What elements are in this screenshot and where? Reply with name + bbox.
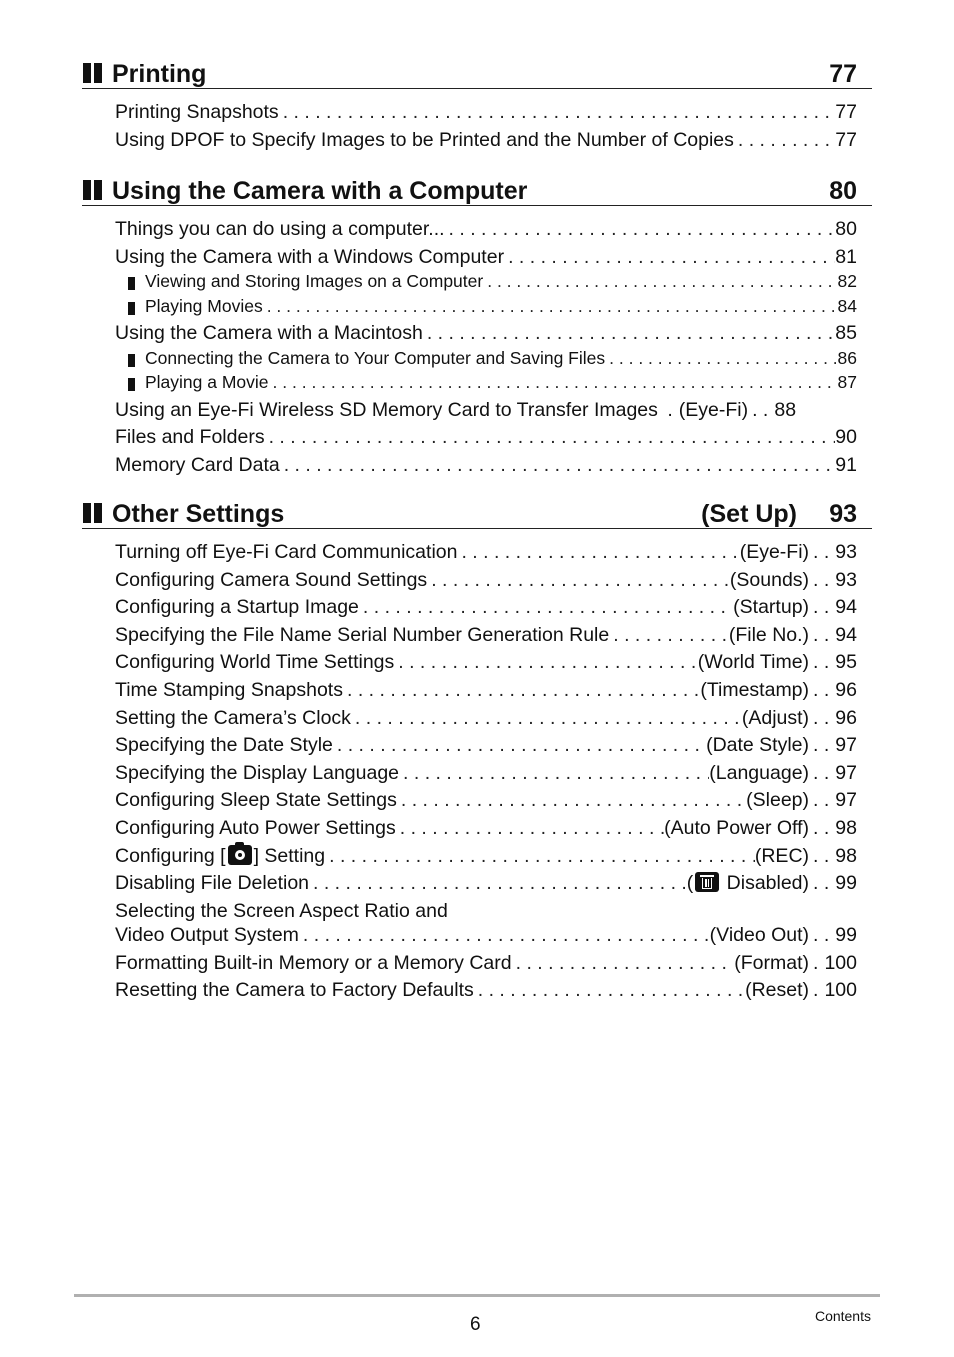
- entry-page: 98: [835, 844, 857, 867]
- entry-tag: (REC): [754, 844, 810, 867]
- entry-tag: (Adjust): [741, 706, 810, 729]
- entry-tag: (Startup): [733, 596, 810, 619]
- camera-icon: [228, 845, 252, 865]
- entry-label-pre: Configuring [: [115, 844, 226, 867]
- toc-entry[interactable]: Using an Eye-Fi Wireless SD Memory Card to Transfer Images . (Eye-Fi) . . 88: [115, 398, 797, 421]
- toc-subentry[interactable]: [82, 294, 872, 319]
- bullet-icon: [128, 378, 135, 391]
- entry-label: Formatting Built-in Memory or a Memory Card: [115, 951, 512, 974]
- toc-entry[interactable]: [82, 450, 872, 478]
- footer-label[interactable]: Contents: [814, 1308, 871, 1324]
- entry-page: 84: [837, 295, 857, 316]
- entry-page: 96: [835, 678, 857, 701]
- entry-label: Using the Camera with a Macintosh: [115, 322, 423, 345]
- toc-entry[interactable]: Configuring Camera Sound Settings . . . (Sounds) . . 93: [82, 565, 872, 593]
- entry-page: 85: [835, 322, 857, 345]
- toc-entry[interactable]: [82, 214, 872, 242]
- entry-tag: (Date Style): [706, 734, 810, 757]
- entry-tag: (Auto Power Off): [664, 816, 810, 839]
- toc-entry[interactable]: Specifying the File Name Serial Number Generation Rule . . . (File No.) . . 94: [82, 620, 872, 648]
- entry-label: Files and Folders: [115, 426, 265, 449]
- entry-page: 77: [835, 128, 857, 151]
- toc-entry[interactable]: Configuring Auto Power Settings . . . (Auto Power Off) . . 98: [82, 813, 872, 841]
- entry-label: Using DPOF to Specify Images to be Printed and the Number of Copies: [115, 128, 734, 151]
- entry-label: Playing Movies: [145, 295, 263, 316]
- entry-label: Time Stamping Snapshots: [115, 678, 343, 701]
- footer-divider: [74, 1294, 880, 1297]
- entry-tag: (Sleep): [746, 789, 810, 812]
- entry-tag-post: Disabled): [721, 872, 810, 895]
- section-header: [82, 490, 872, 529]
- toc-entry[interactable]: Turning off Eye-Fi Card Communication . . . (Eye-Fi) . . 93: [82, 537, 872, 565]
- entry-tag: (Sounds): [729, 568, 810, 591]
- toc-entry[interactable]: [82, 318, 872, 346]
- entry-label: [115, 845, 325, 868]
- entry-tag: [687, 872, 809, 895]
- entry-label: Playing a Movie: [145, 372, 269, 393]
- section-title[interactable]: Other Settings: [112, 500, 285, 528]
- toc-entry[interactable]: Configuring Sleep State Settings . . . (Sleep) . . 97: [82, 785, 872, 813]
- section-marker-icon: [83, 503, 103, 523]
- entry-page: 90: [835, 426, 857, 449]
- toc-entry[interactable]: Disabling File Deletion . . . ( Disabled) . . 99: [82, 868, 872, 896]
- toc-entry[interactable]: [82, 242, 872, 270]
- toc-entry[interactable]: Configuring a Startup Image . . . (Startup) . . 94: [82, 592, 872, 620]
- toc-entry[interactable]: Setting the Camera’s Clock . . . (Adjust) . . 96: [82, 703, 872, 731]
- section-title[interactable]: Printing: [112, 60, 207, 88]
- footer-page-number: 6: [470, 1314, 481, 1335]
- toc-entry[interactable]: Configuring World Time Settings . . . (World Time) . . 95: [82, 647, 872, 675]
- entry-label-line1: Selecting the Screen Aspect Ratio and: [115, 899, 448, 922]
- entry-label: Configuring Sleep State Settings: [115, 789, 397, 812]
- entry-label: Viewing and Storing Images on a Computer: [145, 271, 484, 292]
- entry-tag: (Language): [709, 761, 810, 784]
- entry-page: 100: [824, 951, 857, 974]
- entry-page: 97: [835, 761, 857, 784]
- entry-page: 99: [835, 923, 857, 946]
- section-page[interactable]: 80: [829, 177, 857, 205]
- entry-tag: (Eye-Fi): [678, 398, 749, 421]
- entry-label: Setting the Camera’s Clock: [115, 706, 351, 729]
- entry-page: 93: [835, 541, 857, 563]
- toc-entry[interactable]: [82, 97, 872, 125]
- section-header: [82, 167, 872, 206]
- entry-label: Resetting the Camera to Factory Defaults: [115, 979, 474, 1002]
- entry-page: 95: [835, 651, 857, 674]
- entry-page: 86: [837, 347, 857, 368]
- entry-page: 91: [835, 453, 857, 476]
- section-printing: [82, 50, 872, 152]
- toc-entry[interactable]: [82, 422, 872, 450]
- entry-label: Disabling File Deletion: [115, 872, 310, 895]
- entry-page: 96: [835, 706, 857, 729]
- entry-tag: (Timestamp): [700, 678, 810, 701]
- section-other-settings: [82, 490, 872, 1003]
- trash-icon: [695, 872, 719, 892]
- toc-entry[interactable]: Resetting the Camera to Factory Defaults . . . (Reset) . 100: [82, 975, 872, 1003]
- toc-subentry[interactable]: [82, 346, 872, 371]
- entry-label: Things you can do using a computer...: [115, 218, 445, 240]
- entry-label: Video Output System: [115, 923, 299, 946]
- entry-page: 81: [835, 245, 857, 268]
- entry-label: Configuring a Startup Image: [115, 596, 359, 619]
- entry-label: Configuring Auto Power Settings: [115, 816, 396, 839]
- entry-page: 99: [835, 872, 857, 895]
- section-page[interactable]: 77: [829, 60, 857, 88]
- entry-label: Specifying the Date Style: [115, 734, 333, 757]
- entry-page: 82: [837, 271, 857, 292]
- toc-subentry[interactable]: [82, 370, 872, 395]
- toc-entry[interactable]: Time Stamping Snapshots . . . (Timestamp) . . 96: [82, 675, 872, 703]
- section-marker-icon: [83, 180, 103, 200]
- toc-entry[interactable]: Specifying the Date Style . . . (Date Style) . . 97: [82, 730, 872, 758]
- toc-entry[interactable]: Configuring [ ] Setting . . . (REC) . . 98: [82, 841, 872, 869]
- entry-tag: (Video Out): [709, 923, 810, 946]
- entry-page: 87: [837, 372, 857, 393]
- entry-tag: (Format): [734, 951, 810, 974]
- entry-page: 88: [774, 398, 797, 421]
- entry-label: Turning off Eye-Fi Card Communication: [115, 541, 458, 563]
- entry-label: Configuring Camera Sound Settings: [115, 568, 428, 591]
- entry-page: 77: [835, 101, 857, 123]
- entry-label: Specifying the File Name Serial Number Generation Rule: [115, 623, 610, 646]
- entry-tag: (World Time): [697, 651, 810, 674]
- section-marker-icon: [83, 63, 103, 83]
- section-page[interactable]: 93: [829, 500, 857, 528]
- entry-tag: (Eye-Fi): [739, 541, 810, 563]
- section-computer: [82, 167, 872, 478]
- entry-page: 98: [835, 816, 857, 839]
- entry-page: 97: [835, 789, 857, 812]
- entry-label: Configuring World Time Settings: [115, 651, 395, 674]
- entry-label: Specifying the Display Language: [115, 761, 400, 784]
- entry-page: 100: [824, 979, 857, 1002]
- entry-label: Using the Camera with a Windows Computer: [115, 245, 505, 268]
- entry-label: Printing Snapshots: [115, 101, 279, 123]
- entry-label: Connecting the Camera to Your Computer and Saving Files: [145, 347, 606, 368]
- toc-subentry[interactable]: [82, 269, 872, 294]
- toc-entry[interactable]: [82, 125, 872, 153]
- entry-label: Using an Eye-Fi Wireless SD Memory Card to Transfer Images: [115, 398, 658, 421]
- entry-label: Memory Card Data: [115, 453, 280, 476]
- entry-page: 94: [835, 623, 857, 646]
- toc-entry[interactable]: Selecting the Screen Aspect Ratio and Video Output System . . . (Video Out) . . 99: [82, 896, 872, 948]
- entry-tag: (Reset): [745, 979, 810, 1002]
- bullet-icon: [128, 354, 135, 367]
- toc-entry[interactable]: Specifying the Display Language . . . (Language) . . 97: [82, 758, 872, 786]
- section-title[interactable]: Using the Camera with a Computer: [112, 177, 528, 205]
- entry-label-post: ] Setting: [253, 844, 326, 867]
- entry-tag-pre: (: [686, 872, 694, 895]
- bullet-icon: [128, 302, 135, 315]
- entry-page: 80: [835, 218, 857, 240]
- entry-page: 93: [835, 568, 857, 591]
- section-subtitle: (Set Up): [701, 500, 797, 528]
- bullet-icon: [128, 277, 135, 290]
- entry-page: 97: [835, 734, 857, 757]
- entry-page: 94: [835, 596, 857, 619]
- toc-entry[interactable]: Formatting Built-in Memory or a Memory Card . . . (Format) . 100: [82, 948, 872, 976]
- entry-tag: (File No.): [728, 623, 810, 646]
- section-header: [82, 50, 872, 89]
